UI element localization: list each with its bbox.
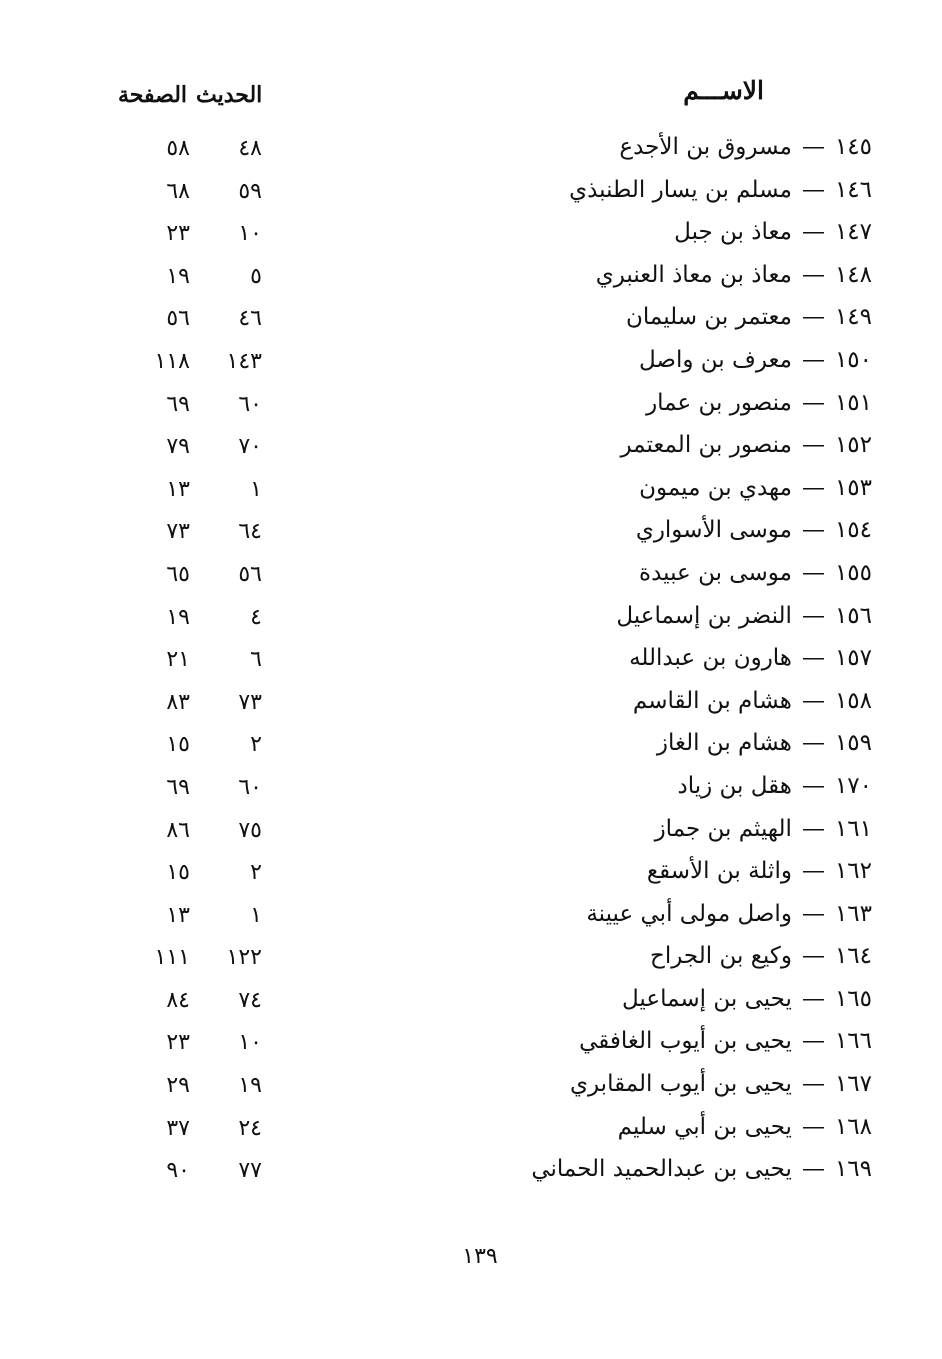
hadith-number: ٤٨ xyxy=(238,136,262,161)
list-item xyxy=(0,130,942,173)
entry-number: ١٤٦ xyxy=(834,176,872,203)
hadith-number: ٥٦ xyxy=(238,561,262,587)
hadith-number: ٦٤ xyxy=(238,519,262,545)
index-list xyxy=(0,130,942,1195)
dash-separator: — xyxy=(801,304,825,331)
hadith-number: ١٤٣ xyxy=(226,348,262,374)
dash-separator: — xyxy=(801,687,825,714)
entry-number: ١٥٦ xyxy=(834,602,872,629)
dash-separator: — xyxy=(801,432,825,459)
narrator-entry xyxy=(650,943,872,969)
dash-separator: — xyxy=(801,815,825,842)
hadith-number: ٥٩ xyxy=(238,178,262,204)
list-item xyxy=(0,726,942,769)
narrator-name: منصور بن المعتمر xyxy=(620,432,792,459)
entry-number: ١٥٠ xyxy=(834,346,872,373)
page-reference: ٥٨ xyxy=(166,136,190,161)
narrator-entry xyxy=(647,858,872,884)
hadith-number: ١٩ xyxy=(238,1073,262,1099)
page-reference: ٥٦ xyxy=(166,306,190,332)
narrator-name: يحيى بن عبدالحميد الحماني xyxy=(531,1156,792,1183)
narrator-name: هقل بن زياد xyxy=(677,772,792,799)
hadith-number: ٧٥ xyxy=(238,817,262,843)
list-item xyxy=(0,513,942,556)
list-item xyxy=(0,1067,942,1110)
dash-separator: — xyxy=(801,261,825,288)
page-reference: ٩٠ xyxy=(166,1158,190,1184)
entry-number: ١٥٨ xyxy=(834,687,872,714)
list-item xyxy=(0,1152,942,1195)
narrator-name: موسى بن عبيدة xyxy=(639,559,792,586)
narrator-name: معرف بن واصل xyxy=(639,346,792,373)
page-reference: ٢١ xyxy=(166,647,190,673)
hadith-number: ٦٠ xyxy=(238,774,262,800)
entry-number: ١٦٨ xyxy=(834,1113,872,1140)
narrator-name: معاذ بن معاذ العنبري xyxy=(595,261,792,288)
narrator-name: يحيى بن إسماعيل xyxy=(621,985,792,1012)
list-item xyxy=(0,684,942,727)
hadith-number: ٦ xyxy=(250,647,262,673)
narrator-entry xyxy=(626,304,872,330)
dash-separator: — xyxy=(801,1028,825,1055)
entry-number: ١٥٩ xyxy=(834,730,872,757)
dash-separator: — xyxy=(801,559,825,586)
dash-separator: — xyxy=(801,772,825,799)
page-reference: ٢٩ xyxy=(166,1073,190,1099)
narrator-name: يحيى بن أبي سليم xyxy=(617,1113,792,1140)
entry-number: ١٧٠ xyxy=(834,772,872,799)
dash-separator: — xyxy=(801,900,825,927)
hadith-number: ١٠ xyxy=(238,221,262,247)
hadith-number: ٢ xyxy=(250,732,262,758)
narrator-name: منصور بن عمار xyxy=(646,389,792,416)
narrator-name: وكيع بن الجراح xyxy=(649,943,792,970)
hadith-number: ٤٦ xyxy=(238,306,262,332)
hadith-number: ١٠ xyxy=(238,1030,262,1056)
entry-number: ١٥٥ xyxy=(834,559,872,586)
entry-number: ١٦١ xyxy=(834,815,872,842)
list-item xyxy=(0,173,942,216)
dash-separator: — xyxy=(801,346,825,373)
hadith-number: ٦٠ xyxy=(238,391,262,417)
narrator-name: يحيى بن أيوب الغافقي xyxy=(579,1028,792,1055)
narrator-entry xyxy=(633,688,872,714)
hadith-column-header: الحديث xyxy=(196,82,263,108)
entry-number: ١٥٤ xyxy=(834,517,872,544)
list-item xyxy=(0,428,942,471)
entry-number: ١٦٥ xyxy=(834,985,872,1012)
entry-number: ١٤٩ xyxy=(834,304,872,331)
page-reference: ٦٥ xyxy=(166,561,190,587)
entry-number: ١٥٢ xyxy=(834,432,872,459)
hadith-number: ٢ xyxy=(250,860,262,886)
page-reference: ١٩ xyxy=(166,604,190,630)
page-reference: ٨٤ xyxy=(166,987,190,1013)
narrator-entry xyxy=(657,730,872,756)
page-reference: ١٩ xyxy=(166,263,190,289)
list-item xyxy=(0,300,942,343)
page-reference: ٧٣ xyxy=(166,519,190,545)
narrator-name: هارون بن عبدالله xyxy=(629,645,792,672)
list-item xyxy=(0,471,942,514)
narrator-name: موسى الأسواري xyxy=(635,517,792,544)
page-number: ١٣٩ xyxy=(462,1244,498,1269)
page-column-header: الصفحة xyxy=(118,82,188,108)
entry-number: ١٤٥ xyxy=(834,134,872,160)
narrator-entry xyxy=(639,347,872,373)
narrator-entry xyxy=(646,390,872,416)
dash-separator: — xyxy=(801,389,825,416)
narrator-entry xyxy=(570,1071,872,1097)
narrator-name: مهدي بن ميمون xyxy=(639,474,792,501)
entry-number: ١٤٧ xyxy=(834,219,872,246)
list-item xyxy=(0,215,942,258)
list-item xyxy=(0,854,942,897)
narrator-entry xyxy=(619,134,872,160)
narrator-name: هشام بن القاسم xyxy=(632,687,792,714)
entry-number: ١٦٤ xyxy=(834,943,872,970)
entry-number: ١٦٧ xyxy=(834,1071,872,1098)
column-headers xyxy=(0,76,942,116)
list-item xyxy=(0,641,942,684)
list-item xyxy=(0,982,942,1025)
narrator-entry xyxy=(655,816,872,842)
dash-separator: — xyxy=(801,219,825,246)
list-item xyxy=(0,1024,942,1067)
hadith-number: ٧٣ xyxy=(238,689,262,715)
page-reference: ١١٨ xyxy=(154,348,190,374)
dash-separator: — xyxy=(801,474,825,501)
page-reference: ٢٣ xyxy=(166,221,190,247)
page-reference: ١٥ xyxy=(166,732,190,758)
entry-number: ١٤٨ xyxy=(834,261,872,288)
entry-number: ١٦٦ xyxy=(834,1028,872,1055)
narrator-entry xyxy=(629,645,872,671)
entry-number: ١٥٧ xyxy=(834,645,872,672)
narrator-entry xyxy=(596,262,872,288)
page-reference: ٦٩ xyxy=(166,391,190,417)
dash-separator: — xyxy=(801,1156,825,1183)
page-reference: ١٣ xyxy=(166,476,190,502)
entry-number: ١٦٩ xyxy=(834,1156,872,1183)
page-reference: ٣٧ xyxy=(166,1115,190,1141)
hadith-number: ٧٧ xyxy=(238,1158,262,1184)
hadith-number: ١ xyxy=(250,476,262,502)
dash-separator: — xyxy=(801,985,825,1012)
dash-separator: — xyxy=(801,858,825,885)
hadith-number: ٥ xyxy=(250,263,262,289)
hadith-number: ١ xyxy=(250,902,262,928)
narrator-entry xyxy=(531,1156,872,1182)
narrator-entry xyxy=(586,901,872,927)
list-item xyxy=(0,939,942,982)
dash-separator: — xyxy=(801,730,825,757)
dash-separator: — xyxy=(801,1071,825,1098)
page-reference: ١٥ xyxy=(166,860,190,886)
narrator-name: يحيى بن أيوب المقابري xyxy=(569,1071,792,1098)
narrator-name: هشام بن الغاز xyxy=(656,730,792,757)
dash-separator: — xyxy=(801,176,825,203)
dash-separator: — xyxy=(801,602,825,629)
narrator-entry xyxy=(674,219,872,245)
page-reference: ١١١ xyxy=(154,945,190,971)
dash-separator: — xyxy=(801,1113,825,1140)
narrator-name: مسروق بن الأجدع xyxy=(619,134,792,160)
list-item xyxy=(0,343,942,386)
page-reference: ٦٨ xyxy=(166,178,190,204)
dash-separator: — xyxy=(801,517,825,544)
name-column-header: الاســـم xyxy=(683,76,764,105)
entry-number: ١٦٣ xyxy=(834,900,872,927)
narrator-name: معتمر بن سليمان xyxy=(626,304,792,331)
page-reference: ٨٣ xyxy=(166,689,190,715)
page-reference: ٦٩ xyxy=(166,774,190,800)
hadith-number: ١٢٢ xyxy=(226,945,262,971)
list-item xyxy=(0,812,942,855)
narrator-name: مسلم بن يسار الطنبذي xyxy=(569,176,792,203)
list-item xyxy=(0,556,942,599)
list-item xyxy=(0,897,942,940)
page-reference: ٧٩ xyxy=(166,434,190,460)
hadith-number: ٧٤ xyxy=(238,987,262,1013)
narrator-name: معاذ بن جبل xyxy=(674,219,792,246)
narrator-name: واصل مولى أبي عيينة xyxy=(586,900,792,927)
entry-number: ١٦٢ xyxy=(834,858,872,885)
narrator-name: واثلة بن الأسقع xyxy=(646,858,792,885)
hadith-number: ٧٠ xyxy=(238,434,262,460)
dash-separator: — xyxy=(801,134,825,160)
narrator-entry xyxy=(620,432,872,458)
list-item xyxy=(0,386,942,429)
entry-number: ١٥١ xyxy=(834,389,872,416)
list-item xyxy=(0,769,942,812)
narrator-entry xyxy=(677,773,872,799)
page-reference: ١٣ xyxy=(166,902,190,928)
entry-number: ١٥٣ xyxy=(834,474,872,501)
narrator-entry xyxy=(639,475,872,501)
narrator-entry xyxy=(618,1114,872,1140)
page-reference: ٨٦ xyxy=(166,817,190,843)
narrator-entry xyxy=(616,603,872,629)
dash-separator: — xyxy=(801,943,825,970)
narrator-entry xyxy=(569,177,872,203)
page-reference: ٢٣ xyxy=(166,1030,190,1056)
list-item xyxy=(0,258,942,301)
list-item xyxy=(0,1110,942,1153)
narrator-name: النضر بن إسماعيل xyxy=(616,602,792,629)
dash-separator: — xyxy=(801,645,825,672)
narrator-entry xyxy=(636,517,872,543)
narrator-entry xyxy=(639,560,872,586)
narrator-entry xyxy=(622,986,872,1012)
narrator-entry xyxy=(579,1028,872,1054)
narrator-name: الهيثم بن جماز xyxy=(654,815,792,842)
hadith-number: ٤ xyxy=(250,604,262,630)
list-item xyxy=(0,599,942,642)
hadith-number: ٢٤ xyxy=(238,1115,262,1141)
